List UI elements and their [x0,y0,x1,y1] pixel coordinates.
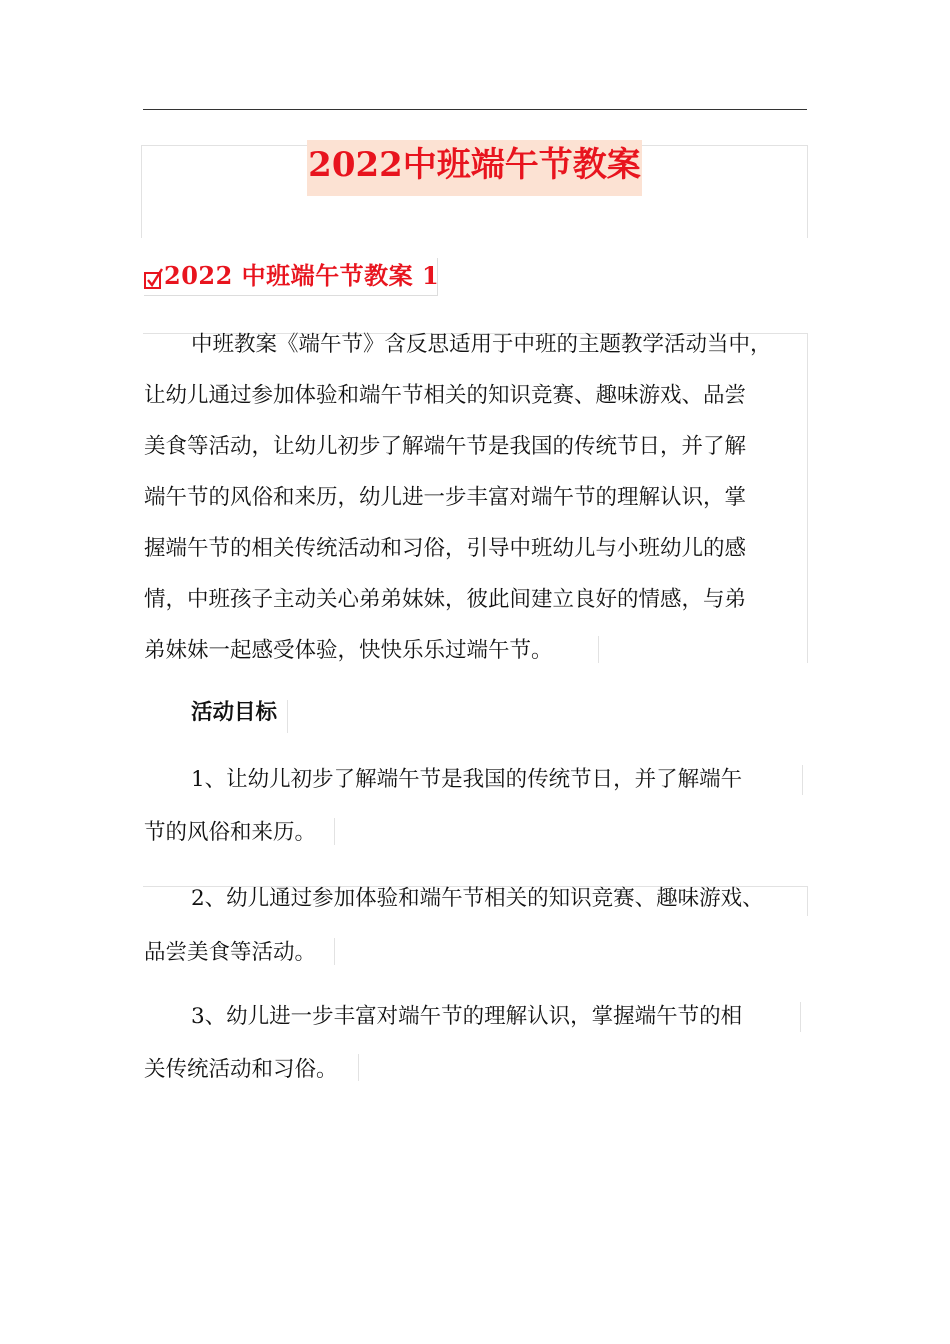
paragraph-edge [287,700,288,733]
section-heading-text: 2022 中班端午节教案 1 [164,261,440,290]
goal-item [144,872,764,980]
goal-line: 品尝美食等活动。 [144,940,317,965]
goal-line: 3、幼儿进一步丰富对端午节的理解认识，掌握端午节的相 [191,1004,743,1029]
header-rule [143,109,807,110]
intro-paragraph [144,319,772,676]
intro-line: 握端午节的相关传统活动和习俗，引导中班幼儿与小班幼儿的感 [144,536,747,561]
goal-line: 2、幼儿通过参加体验和端午节相关的知识竞赛、趣味游戏、 [191,886,764,911]
goal-line: 1、让幼儿初步了解端午节是我国的传统节日，并了解端午 [191,767,743,792]
paragraph-edge [807,886,808,916]
document-title: 2022中班端午节教案 [307,140,642,196]
goal-item [144,990,742,1096]
intro-line: 中班教案《端午节》含反思适用于中班的主题教学活动当中， [191,332,772,357]
goal-item [144,753,742,859]
section-heading [144,258,438,296]
goal-line: 关传统活动和习俗。 [144,1057,338,1082]
intro-line: 弟妹妹一起感受体验，快快乐乐过端午节。 [144,638,553,663]
paragraph-edge [800,1002,801,1032]
paragraph-edge [802,765,803,795]
intro-line: 端午节的风俗和来历，幼儿进一步丰富对端午节的理解认识，掌 [144,485,747,510]
intro-line: 让幼儿通过参加体验和端午节相关的知识竞赛、趣味游戏、品尝 [144,383,747,408]
paragraph-edge [807,333,808,663]
goals-heading: 活动目标 [191,700,278,725]
goal-line: 节的风俗和来历。 [144,820,317,845]
intro-line: 情，中班孩子主动关心弟弟妹妹，彼此间建立良好的情感，与弟 [144,587,747,612]
intro-line: 美食等活动，让幼儿初步了解端午节是我国的传统节日，并了解 [144,434,747,459]
checkbox-checked-icon [144,268,164,290]
